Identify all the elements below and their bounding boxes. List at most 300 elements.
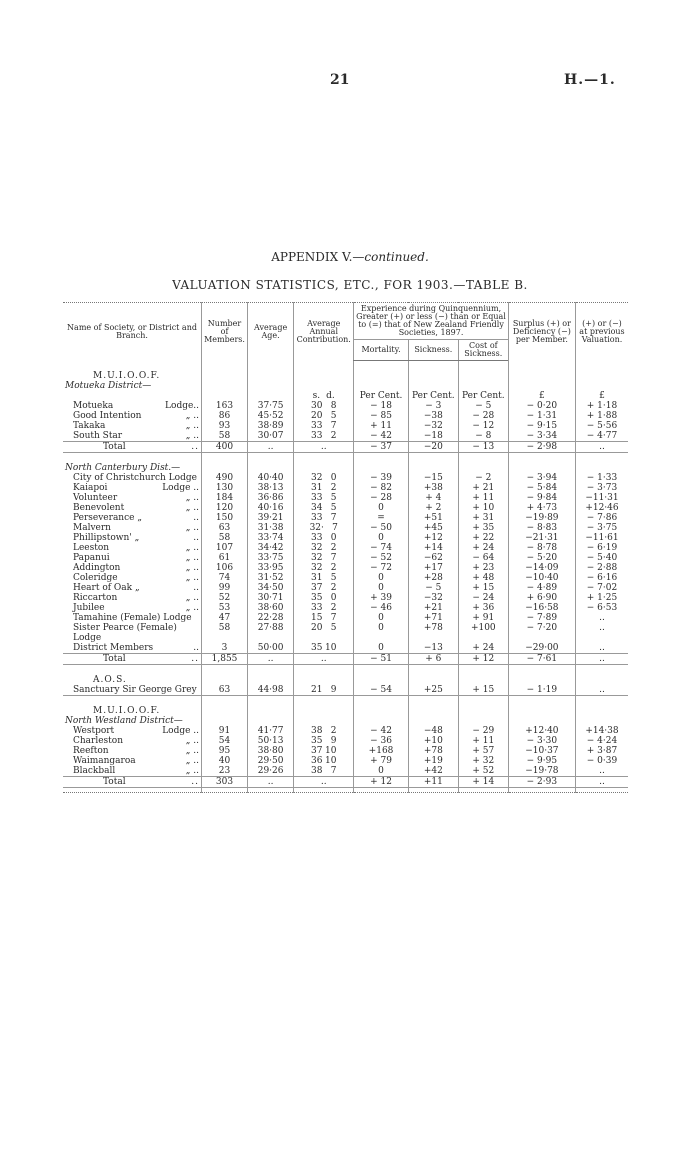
- cost-cell: + 48: [458, 573, 508, 583]
- section-heading: [63, 706, 628, 716]
- table-row: [63, 766, 628, 777]
- surplus-cell: − 3·94: [508, 473, 575, 483]
- cost-cell: − 24: [458, 593, 508, 603]
- table-body: [63, 361, 628, 793]
- empty-cell: [294, 381, 354, 391]
- total-contribution: ..: [294, 442, 354, 453]
- contribution-cell: [294, 431, 354, 442]
- members-cell: 54: [202, 736, 248, 746]
- mortality-cell: +168: [354, 746, 409, 756]
- mortality-cell: 0: [354, 533, 409, 543]
- contribution-shillings: 15: [311, 613, 323, 623]
- previous-cell: − 4·77: [575, 431, 628, 442]
- branch-name: Papanui: [73, 553, 110, 563]
- contribution-shillings: 34: [311, 503, 323, 513]
- previous-cell: ..: [575, 766, 628, 777]
- row-name: [63, 553, 202, 563]
- contribution-cell: [294, 746, 354, 756]
- contribution-cell: [294, 513, 354, 523]
- cost-cell: − 5: [458, 401, 508, 411]
- previous-cell: ..: [575, 643, 628, 654]
- contribution-shillings: 33: [311, 533, 323, 543]
- previous-cell: +14·38: [575, 726, 628, 736]
- empty-cell: [202, 361, 248, 372]
- cost-cell: − 29: [458, 726, 508, 736]
- previous-cell: − 1·33: [575, 473, 628, 483]
- empty-cell: [354, 361, 409, 372]
- total-mortality: − 37: [354, 442, 409, 453]
- sickness-cell: +14: [408, 543, 458, 553]
- empty-cell: [408, 716, 458, 726]
- mortality-cell: − 36: [354, 736, 409, 746]
- empty-cell: [408, 788, 458, 793]
- branch-name: District Members: [73, 643, 154, 653]
- cost-cell: − 8: [458, 431, 508, 442]
- sickness-cell: +51: [408, 513, 458, 523]
- surplus-cell: −10·40: [508, 573, 575, 583]
- contribution-shillings: 37: [311, 583, 323, 593]
- total-leader: ..: [191, 442, 200, 452]
- sickness-cell: +10: [408, 736, 458, 746]
- age-cell: 40·16: [248, 503, 294, 513]
- table-row: [63, 736, 628, 746]
- members-cell: 61: [202, 553, 248, 563]
- col-surplus-header: Surplus (+) or Deficiency (−) per Member.: [508, 303, 575, 361]
- total-surplus: − 2·93: [508, 777, 575, 788]
- branch-name: Perseverance „: [73, 513, 142, 523]
- empty-cell: [294, 696, 354, 707]
- previous-cell: − 3·75: [575, 523, 628, 533]
- surplus-cell: −29·00: [508, 643, 575, 654]
- age-cell: 37·75: [248, 401, 294, 411]
- empty-cell: [202, 665, 248, 676]
- empty-cell: [63, 665, 202, 676]
- total-previous: ..: [575, 777, 628, 788]
- surplus-cell: −19·78: [508, 766, 575, 777]
- empty-cell: [458, 453, 508, 464]
- unit-pence: d.: [326, 391, 335, 401]
- surplus-cell: −14·09: [508, 563, 575, 573]
- contribution-pence: 7: [332, 523, 338, 533]
- age-cell: 39·21: [248, 513, 294, 523]
- sickness-cell: −48: [408, 726, 458, 736]
- branch-name: Benevolent: [73, 503, 125, 513]
- age-cell: 33·95: [248, 563, 294, 573]
- header-row: [63, 303, 628, 340]
- appendix-heading: [0, 250, 700, 264]
- sickness-cell: + 2: [408, 503, 458, 513]
- table-row: [63, 623, 628, 643]
- contribution-shillings: 33: [311, 493, 323, 503]
- sickness-cell: +71: [408, 613, 458, 623]
- page-number: 21: [330, 72, 350, 88]
- surplus-cell: − 1·31: [508, 411, 575, 421]
- appendix-suffix: continued.: [364, 250, 429, 264]
- col-cost-header: Cost of Sickness.: [458, 340, 508, 361]
- total-text: Total: [103, 777, 126, 787]
- branch-name: Reefton: [73, 746, 109, 756]
- contribution-cell: [294, 583, 354, 593]
- previous-cell: ..: [575, 613, 628, 623]
- row-name: [63, 503, 202, 513]
- contribution-pence: 9: [330, 736, 337, 746]
- contribution-shillings: 38: [311, 766, 323, 776]
- mortality-cell: =: [354, 513, 409, 523]
- district-heading-label: North Canterbury Dist.—: [65, 463, 181, 473]
- previous-cell: ..: [575, 685, 628, 696]
- contribution-shillings: 36: [311, 756, 323, 766]
- row-name: [63, 726, 202, 736]
- empty-cell: [63, 361, 202, 372]
- mortality-cell: − 52: [354, 553, 409, 563]
- members-cell: 99: [202, 583, 248, 593]
- empty-cell: [354, 788, 409, 793]
- branch-name: Addington: [73, 563, 121, 573]
- empty-cell: [408, 665, 458, 676]
- contribution-shillings: 32: [311, 563, 323, 573]
- total-leader: ..: [191, 654, 200, 664]
- contribution-shillings: 30: [311, 401, 323, 411]
- empty-cell: [294, 361, 354, 372]
- branch-suffix: Lodge ..: [162, 726, 200, 736]
- empty-cell: [508, 453, 575, 464]
- table-row: [63, 523, 628, 533]
- contribution-cell: [294, 613, 354, 623]
- previous-cell: −11·61: [575, 533, 628, 543]
- branch-name: Malvern: [73, 523, 111, 533]
- total-row: [63, 442, 628, 453]
- cost-cell: + 52: [458, 766, 508, 777]
- empty-cell: [508, 463, 575, 473]
- surplus-cell: − 3·30: [508, 736, 575, 746]
- contribution-shillings: 35: [311, 593, 323, 603]
- age-cell: 50·00: [248, 643, 294, 654]
- mortality-cell: − 42: [354, 726, 409, 736]
- mortality-cell: − 54: [354, 685, 409, 696]
- empty-cell: [202, 706, 248, 716]
- contribution-shillings: 31: [311, 483, 323, 493]
- empty-cell: [63, 696, 202, 707]
- row-name: [63, 543, 202, 553]
- empty-cell: [354, 675, 409, 685]
- branch-suffix: „ ..: [185, 543, 200, 553]
- previous-cell: ..: [575, 623, 628, 643]
- contribution-shillings: 33: [311, 421, 323, 431]
- empty-cell: [508, 361, 575, 372]
- unit-pound-surplus: £: [508, 391, 575, 401]
- age-cell: 31·38: [248, 523, 294, 533]
- cost-cell: + 23: [458, 563, 508, 573]
- contribution-shillings: 31: [311, 573, 323, 583]
- empty-cell: [458, 665, 508, 676]
- mortality-cell: − 42: [354, 431, 409, 442]
- empty-cell: [294, 371, 354, 381]
- empty-cell: [458, 716, 508, 726]
- empty-cell: [575, 706, 628, 716]
- unit-percent-mortality: Per Cent.: [354, 391, 409, 401]
- row-name: [63, 431, 202, 442]
- sickness-cell: +19: [408, 756, 458, 766]
- mortality-cell: 0: [354, 573, 409, 583]
- table-row: [63, 583, 628, 593]
- total-mortality: + 12: [354, 777, 409, 788]
- district-heading: [63, 463, 628, 473]
- age-cell: 30·07: [248, 431, 294, 442]
- col-contribution-header: Average Annual Contribution.: [294, 303, 354, 361]
- contribution-pence: 2: [330, 726, 337, 736]
- col-mortality-header: Mortality.: [354, 340, 409, 361]
- table-row: [63, 573, 628, 583]
- empty-cell: [354, 371, 409, 381]
- age-cell: 22·28: [248, 613, 294, 623]
- branch-name: Blackball: [73, 766, 116, 776]
- contribution-pence: 2: [330, 483, 337, 493]
- row-name: [63, 563, 202, 573]
- contribution-pence: 7: [330, 513, 337, 523]
- empty-cell: [408, 463, 458, 473]
- empty-cell: [248, 463, 294, 473]
- empty-cell: [575, 361, 628, 372]
- row-name: [63, 411, 202, 421]
- empty-cell: [248, 696, 294, 707]
- contribution-pence: 5: [330, 411, 337, 421]
- table-row: [63, 483, 628, 493]
- col-sickness-header: Sickness.: [408, 340, 458, 361]
- mortality-cell: + 79: [354, 756, 409, 766]
- contribution-shillings: 20: [311, 623, 323, 633]
- surplus-cell: − 5·20: [508, 553, 575, 563]
- contribution-cell: [294, 483, 354, 493]
- surplus-cell: − 8·78: [508, 543, 575, 553]
- age-cell: 29·26: [248, 766, 294, 777]
- branch-name: Takaka: [73, 421, 106, 431]
- table-row: [63, 493, 628, 503]
- branch-suffix: ..: [193, 643, 200, 653]
- members-cell: 63: [202, 685, 248, 696]
- sickness-cell: +78: [408, 746, 458, 756]
- table-row: [63, 431, 628, 442]
- mortality-cell: − 72: [354, 563, 409, 573]
- surplus-cell: − 8·83: [508, 523, 575, 533]
- sickness-cell: −13: [408, 643, 458, 654]
- previous-cell: + 1·88: [575, 411, 628, 421]
- total-members: 303: [202, 777, 248, 788]
- members-cell: 86: [202, 411, 248, 421]
- branch-suffix: „ ..: [185, 563, 200, 573]
- mortality-cell: − 74: [354, 543, 409, 553]
- row-name: [63, 401, 202, 411]
- contribution-shillings: 33: [311, 513, 323, 523]
- contribution-shillings: 32: [311, 553, 323, 563]
- empty-cell: [202, 381, 248, 391]
- contribution-cell: [294, 411, 354, 421]
- table-row: [63, 756, 628, 766]
- sickness-cell: +17: [408, 563, 458, 573]
- spacer-row: [63, 361, 628, 372]
- col-experience-header: Experience during Quinquennium, Greater (+) or less (−) than or Equal to (=) that of New Zealand Friendly Societies, 1897.: [354, 303, 509, 340]
- mortality-cell: − 39: [354, 473, 409, 483]
- contribution-pence: 2: [330, 603, 337, 613]
- total-mortality: − 51: [354, 654, 409, 665]
- empty-cell: [202, 463, 248, 473]
- branch-name: Good Intention: [73, 411, 142, 421]
- table-row: [63, 533, 628, 543]
- total-cost: + 14: [458, 777, 508, 788]
- surplus-cell: + 6·90: [508, 593, 575, 603]
- section-heading-label: M.U.I.O.O.F.: [93, 371, 161, 381]
- total-sickness: + 6: [408, 654, 458, 665]
- branch-suffix: „ ..: [185, 756, 200, 766]
- empty-cell: [248, 665, 294, 676]
- branch-suffix: „ ..: [185, 766, 200, 776]
- contribution-cell: [294, 643, 354, 654]
- contribution-pence: 7: [330, 553, 337, 563]
- contribution-pence: 0: [330, 533, 337, 543]
- cost-cell: + 15: [458, 685, 508, 696]
- table-row: [63, 513, 628, 523]
- total-sickness: −20: [408, 442, 458, 453]
- empty-cell: [294, 788, 354, 793]
- empty-cell: [458, 675, 508, 685]
- age-cell: 38·89: [248, 421, 294, 431]
- empty-cell: [458, 463, 508, 473]
- contribution-cell: [294, 523, 354, 533]
- total-cost: + 12: [458, 654, 508, 665]
- table-row: [63, 401, 628, 411]
- mortality-cell: 0: [354, 613, 409, 623]
- col-age-header: Average Age.: [248, 303, 294, 361]
- contribution-cell: [294, 503, 354, 513]
- empty-cell: [508, 696, 575, 707]
- members-cell: 58: [202, 431, 248, 442]
- empty-cell: [575, 381, 628, 391]
- contribution-pence: 7: [330, 613, 337, 623]
- cost-cell: +100: [458, 623, 508, 643]
- cost-cell: − 2: [458, 473, 508, 483]
- total-label: [63, 442, 202, 453]
- unit-percent-sickness: Per Cent.: [408, 391, 458, 401]
- cost-cell: + 15: [458, 583, 508, 593]
- branch-suffix: „ ..: [185, 736, 200, 746]
- previous-cell: + 1·25: [575, 593, 628, 603]
- contribution-shillings: 32: [311, 543, 323, 553]
- contribution-shillings: 33: [311, 431, 323, 441]
- sickness-cell: −15: [408, 473, 458, 483]
- sickness-cell: −38: [408, 411, 458, 421]
- age-cell: 33·75: [248, 553, 294, 563]
- empty-cell: [458, 696, 508, 707]
- total-age: ..: [248, 777, 294, 788]
- row-name: [63, 766, 202, 777]
- mortality-cell: + 39: [354, 593, 409, 603]
- table-row: [63, 613, 628, 623]
- members-cell: 53: [202, 603, 248, 613]
- contribution-pence: 7: [330, 766, 337, 776]
- empty-cell: [248, 706, 294, 716]
- empty-cell: [575, 716, 628, 726]
- branch-name: Kaiapoi: [73, 483, 108, 493]
- members-cell: 150: [202, 513, 248, 523]
- district-heading-label: Motueka District—: [65, 381, 152, 391]
- mortality-cell: − 18: [354, 401, 409, 411]
- contribution-pence: 2: [330, 543, 337, 553]
- branch-suffix: ..: [193, 583, 200, 593]
- members-cell: 74: [202, 573, 248, 583]
- previous-cell: − 5·56: [575, 421, 628, 431]
- total-row: [63, 654, 628, 665]
- table-row: [63, 593, 628, 603]
- age-cell: 44·98: [248, 685, 294, 696]
- age-cell: 50·13: [248, 736, 294, 746]
- empty-cell: [248, 716, 294, 726]
- sickness-cell: +21: [408, 603, 458, 613]
- cost-cell: + 11: [458, 493, 508, 503]
- row-name: [63, 623, 202, 643]
- surplus-cell: − 7·89: [508, 613, 575, 623]
- sickness-cell: +12: [408, 533, 458, 543]
- empty-cell: [294, 675, 354, 685]
- contribution-pence: 5: [330, 503, 337, 513]
- branch-suffix: Lodge ..: [162, 483, 200, 493]
- empty-cell: [294, 453, 354, 464]
- empty-cell: [458, 788, 508, 793]
- section-heading-label: A.O.S.: [93, 675, 127, 685]
- cost-cell: + 36: [458, 603, 508, 613]
- contribution-pence: 10: [325, 643, 337, 653]
- empty-cell: [575, 788, 628, 793]
- empty-cell: [248, 391, 294, 401]
- row-name: [63, 483, 202, 493]
- empty-cell: [508, 716, 575, 726]
- members-cell: 63: [202, 523, 248, 533]
- empty-cell: [354, 463, 409, 473]
- branch-suffix: „ ..: [185, 553, 200, 563]
- cost-cell: + 24: [458, 543, 508, 553]
- surplus-cell: − 1·19: [508, 685, 575, 696]
- row-name: [63, 533, 202, 543]
- branch-name: Motueka: [73, 401, 114, 411]
- cost-cell: + 22: [458, 533, 508, 543]
- members-cell: 93: [202, 421, 248, 431]
- empty-cell: [248, 371, 294, 381]
- total-text: Total: [103, 442, 126, 452]
- previous-cell: −11·31: [575, 493, 628, 503]
- contribution-shillings: 32·: [309, 523, 324, 533]
- contribution-pence: 10: [325, 746, 337, 756]
- branch-suffix: „ ..: [185, 411, 200, 421]
- contribution-cell: [294, 736, 354, 746]
- sickness-cell: +45: [408, 523, 458, 533]
- branch-name: Charleston: [73, 736, 124, 746]
- age-cell: 31·52: [248, 573, 294, 583]
- contribution-cell: [294, 623, 354, 643]
- contribution-pence: 10: [325, 756, 337, 766]
- total-label: [63, 654, 202, 665]
- branch-suffix: „ ..: [185, 493, 200, 503]
- age-cell: 34·42: [248, 543, 294, 553]
- spacer-row: [63, 788, 628, 793]
- unit-pound-previous: £: [575, 391, 628, 401]
- empty-cell: [294, 706, 354, 716]
- sickness-cell: −32: [408, 421, 458, 431]
- row-name: [63, 736, 202, 746]
- empty-cell: [248, 361, 294, 372]
- contribution-shillings: 33: [311, 603, 323, 613]
- surplus-cell: − 9·84: [508, 493, 575, 503]
- age-cell: 27·88: [248, 623, 294, 643]
- contribution-cell: [294, 493, 354, 503]
- branch-suffix: „ ..: [185, 431, 200, 441]
